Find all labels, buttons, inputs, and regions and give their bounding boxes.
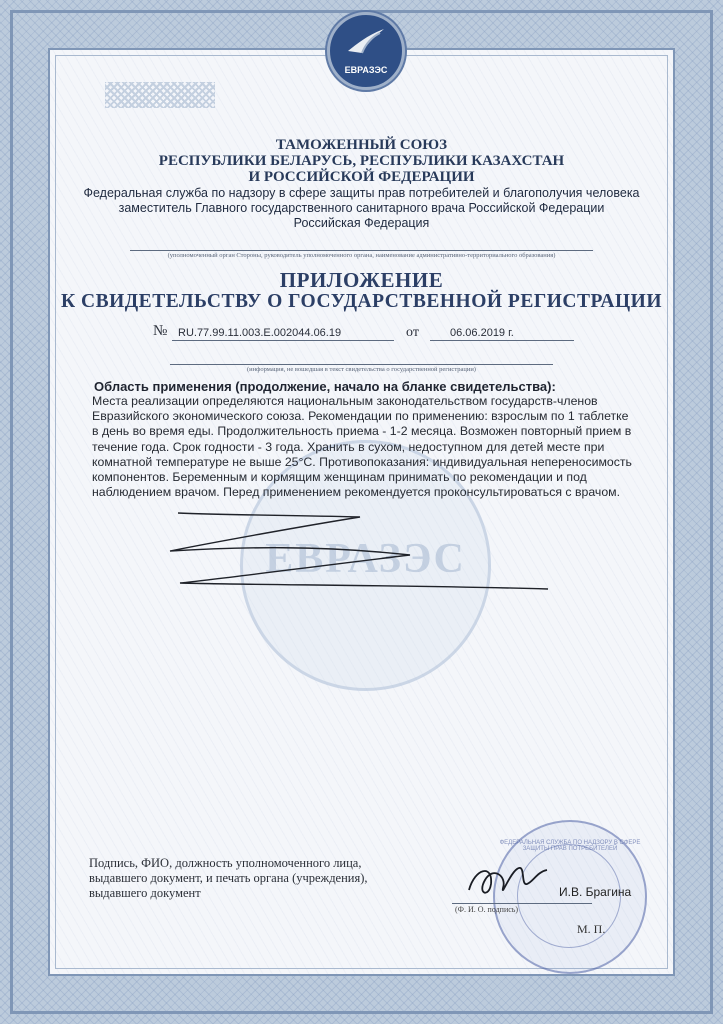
authority-caption: (уполномоченный орган Стороны, руководитель уполномоченного органа, наименование административно-территориального образования)	[167, 252, 556, 259]
date-underline	[430, 340, 574, 341]
signature-underline	[452, 903, 592, 904]
date-label: от	[406, 325, 419, 340]
guilloche-ornament	[105, 82, 215, 108]
republics-heading: РЕСПУБЛИКИ БЕЛАРУСЬ, РЕСПУБЛИКИ КАЗАХСТАН	[158, 153, 565, 169]
scope-title: Область применения (продолжение, начало на бланке свидетельства):	[94, 379, 556, 394]
agency-line-1: Федеральная служба по надзору в сфере защиты прав потребителей и благополучия человека	[83, 186, 640, 200]
registration-line	[0, 323, 723, 345]
fio-caption: (Ф. И. О. подпись)	[455, 905, 519, 914]
signature-label: Подпись, ФИО, должность уполномоченного лица, выдавшего документ, и печать органа (учреждения), выдавшего документ	[89, 856, 368, 900]
customs-union-heading: ТАМОЖЕННЫЙ СОЮЗ	[275, 137, 448, 153]
registration-note: (информация, не вошедшая в текст свидетельства о государственной регистрации)	[247, 366, 476, 373]
number-underline	[172, 340, 394, 341]
diagonal-signature-strike	[160, 505, 560, 595]
agency-line-3: Российская Федерация	[293, 216, 430, 230]
note-underline	[170, 364, 553, 365]
authority-underline	[130, 250, 593, 251]
russia-heading: И РОССИЙСКОЙ ФЕДЕРАЦИИ	[248, 169, 475, 185]
handwritten-signature	[463, 858, 553, 908]
emblem-label: ЕВРАЗЭС	[344, 65, 388, 75]
scope-text: Места реализации определяются национальным законодательством государств-членов Евразийского экономического союза. Рекомендации по применению: взрослым по 1 таблетке в день во время еды. Продолжительность приема - 1-2 месяца. Возможен повторный прием в течение года. Срок годности - 3 года. Хранить в сухом, недоступном для детей месте при комнатной температуре не выше 25°С. Противопоказания: индивидуальная непереносимость компонентов. Беременным и кормящим женщинам принимать по рекомендации и под наблюдением врачом. Перед применением рекомендуется проконсультироваться с врачом.	[92, 394, 632, 500]
eurasec-emblem	[327, 12, 405, 90]
title-certificate: К СВИДЕТЕЛЬСТВУ О ГОСУДАРСТВЕННОЙ РЕГИСТРАЦИИ	[61, 291, 662, 312]
registration-date: 06.06.2019 г.	[450, 327, 514, 339]
registration-number: RU.77.99.11.003.E.002044.06.19	[178, 327, 342, 339]
agency-line-2: заместитель Главного государственного санитарного врача Российской Федерации	[118, 201, 605, 215]
seal-text: ФЕДЕРАЛЬНАЯ СЛУЖБА ПО НАДЗОРУ В СФЕРЕ ЗАЩИТЫ ПРАВ ПОТРЕБИТЕЛЕЙ	[499, 840, 641, 852]
watermark-text: ЕВРАЗЭС	[265, 536, 466, 582]
signatory-name: И.В. Брагина	[559, 885, 632, 899]
number-label: №	[153, 323, 168, 339]
emblem-bird-icon	[344, 25, 388, 57]
stamp-place-label: М. П.	[577, 922, 606, 936]
title-appendix: ПРИЛОЖЕНИЕ	[279, 268, 444, 292]
